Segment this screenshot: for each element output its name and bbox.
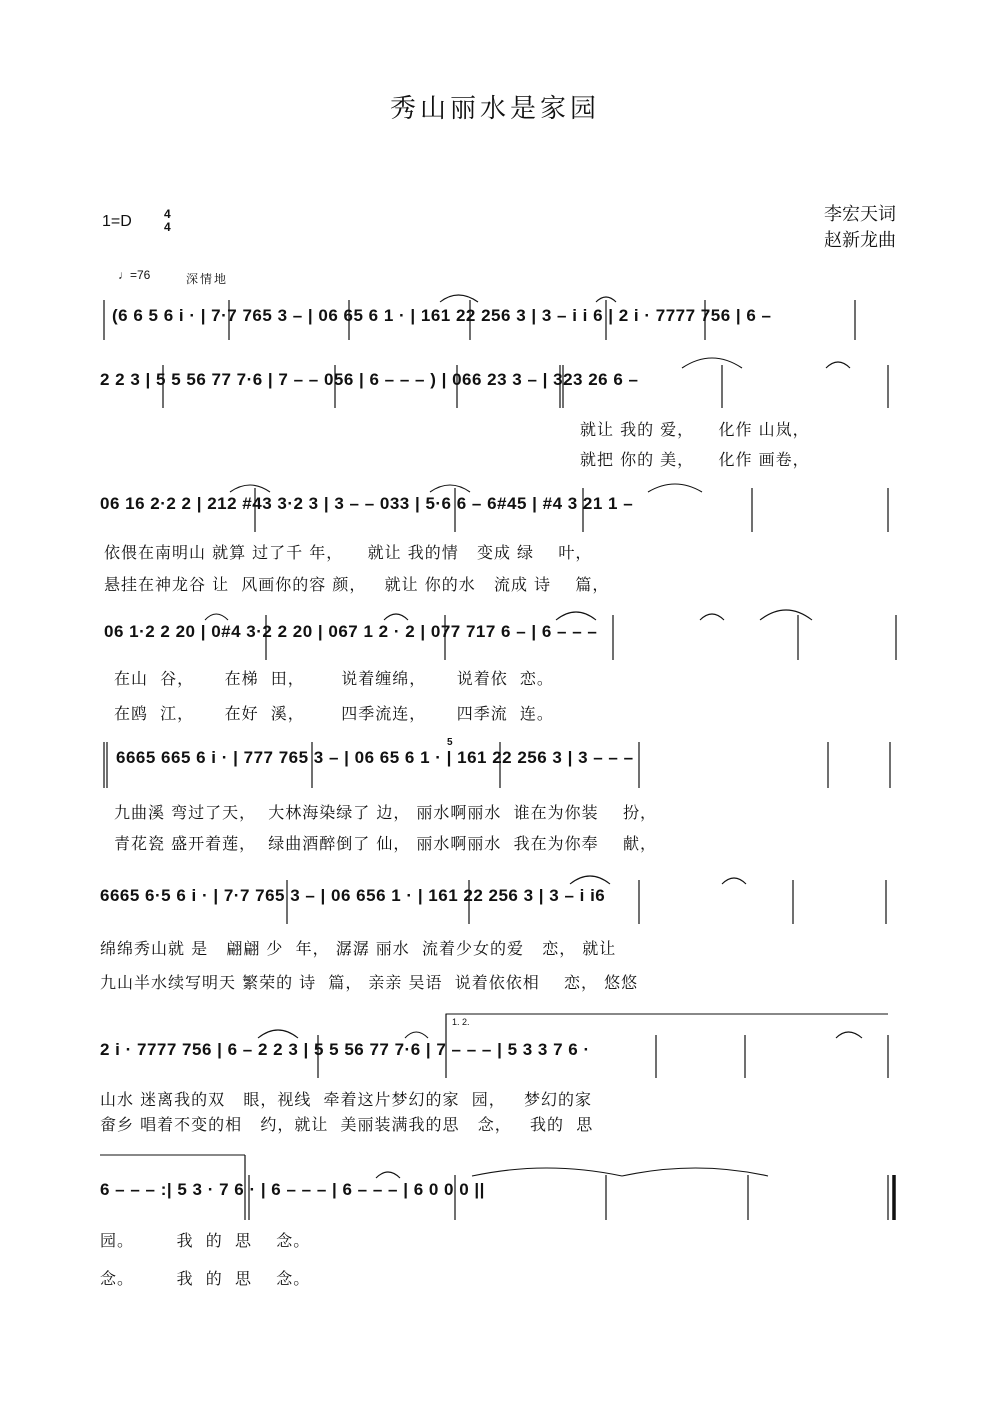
key-signature: 1=D xyxy=(102,213,132,230)
lyrics-line-3-verse-2: 悬挂在神龙谷 让 风画你的容 颜， 就让 你的水 流成 诗 篇， xyxy=(104,575,610,594)
notes-line-2: 2 2 3 | 5 5 56 77 7·6 | 7 – – 056 | 6 – – – ) | 066 23 3 – | 323 26 6 – xyxy=(100,370,639,389)
slur xyxy=(430,485,470,492)
slur xyxy=(836,1032,862,1038)
lyrics-line-8-verse-2: 念。 我 的 思 念。 xyxy=(100,1269,311,1288)
grace-note: 5 xyxy=(447,737,453,748)
time-signature-bottom: 4 xyxy=(164,220,171,234)
volta-brackets xyxy=(100,1014,888,1155)
expression-marking: 深情地 xyxy=(186,272,229,286)
slur xyxy=(760,610,812,620)
composer: 赵新龙曲 xyxy=(824,230,896,251)
barlines xyxy=(104,300,896,1220)
notes-line-8: 6 – – – :| 5 3 · 7 6 · | 6 – – – | 6 – – – | 6 0 0 0 || xyxy=(100,1180,485,1199)
notes-line-6: 6665 6·5 6 i · | 7·7 765 3 – | 06 656 1 · | 161 22 256 3 | 3 – i i6 xyxy=(100,886,606,905)
slur xyxy=(556,612,596,620)
volta-label: 1. 2. xyxy=(452,1017,470,1027)
notes-line-7: 2 i · 7777 756 | 6 – 2 2 3 | 5 5 56 77 7·6 | 7 – – – | 5 3 3 7 6 · xyxy=(100,1040,590,1059)
slurs xyxy=(205,295,862,1178)
slur xyxy=(826,362,850,368)
volta-bracket xyxy=(446,1014,888,1024)
lyrics-line-2-verse-1: 就让 我的 爱， 化作 山岚， xyxy=(580,420,810,439)
lyricist: 李宏天词 xyxy=(824,204,896,225)
slur xyxy=(682,358,742,368)
slur xyxy=(205,614,228,620)
slur xyxy=(405,1032,428,1038)
lyrics-line-2-verse-2: 就把 你的 美， 化作 画卷， xyxy=(580,450,810,469)
time-signature-top: 4 xyxy=(164,207,171,221)
slur xyxy=(376,1172,400,1178)
slur xyxy=(700,614,724,620)
slur xyxy=(570,876,610,884)
slur xyxy=(648,484,702,492)
notes-line-4: 06 1·2 2 20 | 0#4 3·2 2 20 | 067 1 2 · 2 | 077 717 6 – | 6 – – – xyxy=(104,622,598,641)
lyrics-line-4-verse-1: 在山 谷， 在梯 田， 说着缠绵， 说着依 恋。 xyxy=(114,669,554,688)
lyrics-line-6-verse-2: 九山半水续写明天 繁荣的 诗 篇， 亲亲 吴语 说着依依相 恋， 悠悠 xyxy=(100,973,639,992)
slur xyxy=(622,1168,768,1176)
tempo-marking: ♩=76 xyxy=(118,268,151,282)
lyrics-line-6-verse-1: 绵绵秀山就 是 翩翩 少 年， 潺潺 丽水 流着少女的爱 恋， 就让 xyxy=(100,939,617,958)
lyrics-line-7-verse-1: 山水 迷离我的双 眼，视线 牵着这片梦幻的家 园， 梦幻的家 xyxy=(100,1090,592,1109)
slur xyxy=(440,295,478,302)
slur xyxy=(472,1168,622,1176)
slur xyxy=(722,878,746,884)
song-title: 秀山丽水是家园 xyxy=(389,94,600,124)
lyrics-line-4-verse-2: 在鸥 江， 在好 溪， 四季流连， 四季流 连。 xyxy=(114,704,554,723)
lyrics-line-5-verse-1: 九曲溪 弯过了天， 大林海染绿了 边， 丽水啊丽水 谁在为你装 扮， xyxy=(114,803,657,822)
slur xyxy=(230,485,270,492)
lyrics-line-7-verse-2: 畲乡 唱着不变的相 约，就让 美丽装满我的思 念， 我的 思 xyxy=(100,1115,594,1134)
notes-line-1: (6 6 5 6 i · | 7·7 765 3 – | 06 65 6 1 · | 161 22 256 3 | 3 – i i 6 | 2 i · 7777 756 | 6 – xyxy=(112,306,772,325)
slur xyxy=(258,1030,298,1038)
notes-line-3: 06 16 2·2 2 | 212 #43 3·2 3 | 3 – – 033 | 5·6 6 – 6#45 | #4 3 21 1 – xyxy=(100,494,634,513)
lyrics-line-5-verse-2: 青花瓷 盛开着莲， 绿曲酒醉倒了 仙， 丽水啊丽水 我在为你奉 献， xyxy=(114,834,657,853)
notes-line-5: 6665 665 6 i · | 777 765 3 – | 06 65 6 1 · | 161 22 256 3 | 3 – – – xyxy=(116,748,634,767)
slur xyxy=(384,614,408,620)
lyrics-line-3-verse-1: 依偎在南明山 就算 过了千 年， 就让 我的情 变成 绿 叶， xyxy=(104,543,593,562)
lyrics-line-8-verse-1: 园。 我 的 思 念。 xyxy=(100,1231,311,1250)
